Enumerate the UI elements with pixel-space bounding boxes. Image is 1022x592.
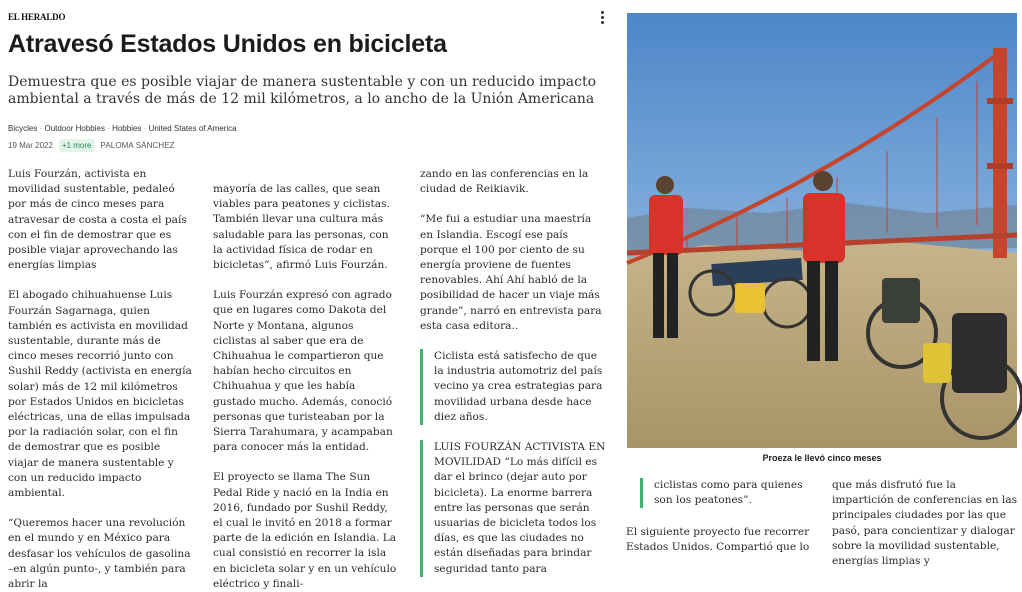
body-paragraph: El siguiente proyecto fue recorrer Estados Unidos. Compartió que lo xyxy=(626,526,810,554)
author-name[interactable]: PALOMA SÁNCHEZ xyxy=(100,141,175,150)
article-column-3 xyxy=(420,167,606,577)
tag-separator: · xyxy=(39,124,45,133)
article-photo[interactable] xyxy=(627,13,1017,448)
photo-caption: Proeza le llevó cinco meses xyxy=(762,453,882,463)
tag-link[interactable]: United States of America xyxy=(148,124,237,133)
tag-link[interactable]: Outdoor Hobbies xyxy=(44,124,105,133)
article-column-1 xyxy=(8,167,192,592)
body-paragraph: Luis Fourzán expresó con agrado que en lugares como Dakota del Norte y Montana, algunos ciclistas al saber que era de Chihuahua le compartieron que habían hecho circuitos en Chihuahua y que les había gustado mucho. Además, conoció personas que turisteaban por la Sierra Tarahumara, y acampaban para conocer más la entidad. xyxy=(213,289,393,454)
topic-tags xyxy=(8,124,237,133)
article-column-6 xyxy=(832,478,1020,569)
pull-quote: ciclistas como para quienes son los peatones”. xyxy=(640,478,805,508)
article-column-2 xyxy=(213,182,398,592)
article-column-4 xyxy=(640,478,805,508)
tag-link[interactable]: Bicycles xyxy=(8,124,38,133)
body-paragraph: “Queremos hacer una revolución en el mundo y en México para desfasar los vehículos de gasolina –en algún punto-, y también para abrir la xyxy=(8,517,191,591)
article-title: Atravesó Estados Unidos en bicicleta xyxy=(8,30,447,58)
body-paragraph: zando en las conferencias en la ciudad de Reikiavik. xyxy=(420,168,589,196)
body-paragraph: que más disfrutó fue la impartición de conferencias en las principales ciudades por las que pasó, para concientizar y dialogar sobre la movilidad sustentable, energías limpias y xyxy=(832,479,1018,568)
tag-separator: · xyxy=(107,124,113,133)
pull-quote: Ciclista está satisfecho de que la industria automotriz del país vecino ya crea estrategias para movilidad urbana desde hace diez años. xyxy=(420,349,606,425)
article-subtitle: Demuestra que es posible viajar de manera sustentable y con un reducido impacto ambiental a través de más de 12 mil kilómetros, a lo ancho de la Unión Americana xyxy=(8,74,597,107)
body-paragraph: El abogado chihuahuense Luis Fourzán Sagarnaga, quien también es activista en movilidad sustentable, durante más de cinco meses recorrió junto con Sushil Reddy (activista en energía solar) más de 12 mil kilómetros por Estados Unidos en bicicletas eléctricas, una de ellas impulsada por la radiación solar, con el fin de demostrar que es posible viajar de manera sustentable y con un reducido impacto ambiental. xyxy=(8,289,192,500)
lead-paragraph: Luis Fourzán, activista en movilidad sustentable, pedaleó por más de cinco meses para atravesar de costa a costa el país con el fin de demostrar que es posible viajar aprovechando las energías limpias xyxy=(8,168,187,272)
more-options-icon[interactable] xyxy=(598,11,606,27)
body-paragraph: mayoría de las calles, que sean viables para peatones y ciclistas. También llevar una cultura más saludable para las personas, con la actividad física de rodar en bicicletas”, afirmó Luis Fourzán. xyxy=(213,183,390,272)
pull-quote: LUIS FOURZÁN ACTIVISTA EN MOVILIDAD “Lo más difícil es dar el brinco (dejar auto por bicicleta). La enorme barrera entre las personas que serán usuarias de bicicleta todos los días, es que las ciudades no están diseñadas para brindar seguridad tanto para xyxy=(420,440,606,577)
more-tags-badge[interactable]: +1 more xyxy=(59,139,95,152)
masthead-logo[interactable]: EL HERALDO xyxy=(8,12,66,22)
article-meta xyxy=(8,139,175,152)
body-paragraph: “Me fui a estudiar una maestría en Islandia. Escogí ese país porque el 100 por ciento de su energía proviene de fuentes renovables. Ahí Ahí habló de la posibilidad de hacer un viaje más grande”, narró en entrevista para esta casa editora.. xyxy=(420,213,602,332)
tag-separator: · xyxy=(143,124,149,133)
body-paragraph: El proyecto se llama The Sun Pedal Ride y nació en la India en 2016, fundado por Sushil Reddy, el cual le invitó en 2018 a formar parte de la edición en Islandia. La cual consistió en recorrer la isla en bicicleta solar y en un vehículo eléctrico y finali- xyxy=(213,471,397,590)
publish-date: 19 Mar 2022 xyxy=(8,141,53,150)
article-column-5 xyxy=(626,525,816,555)
tag-link[interactable]: Hobbies xyxy=(112,124,142,133)
